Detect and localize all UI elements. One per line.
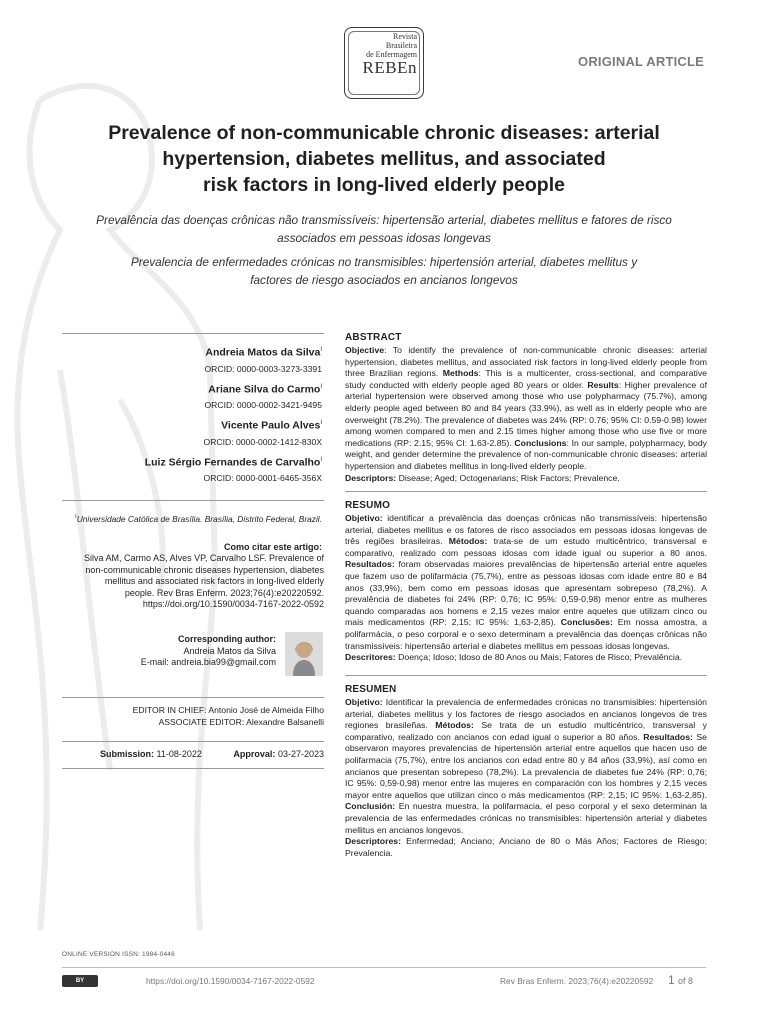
divider — [62, 741, 324, 742]
associate-editor: ASSOCIATE EDITOR: Alexandre Balsanelli — [158, 717, 324, 727]
cc-license-badge[interactable] — [62, 975, 98, 987]
citation-line: Silva AM, Carmo AS, Alves VP, Carvalho LSF. Prevalence of — [84, 553, 324, 563]
footer-divider — [62, 967, 706, 968]
article-type: ORIGINAL ARTICLE — [578, 54, 704, 69]
author-name: Andreia Matos da Silva$^I$ — [205, 346, 322, 359]
title-line: hypertension, diabetes mellitus, and associated — [162, 148, 606, 170]
author-list — [62, 344, 322, 484]
citation-doi-link[interactable]: https://doi.org/10.1590/0034-7167-2022-0592 — [142, 599, 324, 610]
title-line: risk factors in long-lived elderly people — [203, 174, 565, 196]
author-orcid[interactable]: ORCID: 0000-0002-1412-830X — [203, 436, 322, 447]
logo-line: de Enfermagem — [366, 50, 417, 59]
abstract-portuguese — [345, 500, 707, 664]
author-orcid[interactable]: ORCID: 0000-0002-3421-9495 — [204, 400, 322, 410]
abstract-body: Objetivo: Identificar la prevalencia de enfermedades crónicas no transmisibles: hipertensión arterial, diabetes mellitus y los factores de riesgo asociados en ancianos longevos de tres regiones brasileñas. Métodos: Se trata de un estudio multicéntrico, transversal y comparativo, realizado con ancianos con edad igual o superior a 80 años. Resultados: Se observaron mayores prevalencias de hipertensión arterial entre aquellos que hacen uso de polifarmacia (75,7%), entre los ancianos con edad entre 80 y 84 años (33,9%), así como en ancianos que presentan sobrepeso (78,2%). La prevalencia de diabetes fue 24% (RP: 0,76; IC 95%: 0,59-0,98) menor entre las mujeres en comparación con los hombres y 2,15 veces mayor entre aquellos que utilizan cinco o más medicamentos (RP: 2,15; IC 95%: 1,63-2,85). Conclusión: En nuestra muestra, la polifarmacia, el peso corporal y el sexo determinan la prevalencia de las enfermedades crónicas no transmisibles: hipertensión arterial y diabetes mellitus en ancianos longevos. — [345, 697, 707, 835]
subtitle-portuguese — [72, 211, 696, 247]
corresponding-author — [62, 634, 276, 669]
page-number: 1 of 8 — [668, 973, 694, 987]
affiliation: $^I$Universidade Católica de Brasília. Brasília, Distrito Federal, Brazil. — [75, 513, 322, 524]
abstract-heading: RESUMO — [345, 500, 391, 511]
corresponding-email[interactable]: E-mail: andreia.bia99@gmail.com — [140, 657, 276, 668]
footer-doi-link[interactable]: https://doi.org/10.1590/0034-7167-2022-0592 — [146, 976, 315, 986]
abstract-heading: ABSTRACT — [345, 332, 402, 343]
logo-acronym: REBEn — [362, 58, 417, 77]
subtitle-line: Prevalência das doenças crônicas não transmissíveis: hipertensão arterial, diabetes mellitus e fatores de risco — [96, 213, 672, 227]
divider — [62, 500, 324, 501]
article-title — [90, 120, 678, 198]
divider — [345, 675, 707, 676]
divider — [62, 768, 324, 769]
divider — [62, 697, 324, 698]
abstract-spanish — [345, 684, 707, 859]
subtitle-line: Prevalencia de enfermedades crónicas no transmisibles: hipertensión arterial, diabetes mellitus y — [130, 255, 638, 269]
citation-heading: Como citar este artigo: — [223, 542, 322, 552]
submission-date: Submission: 11-08-2022 — [100, 749, 202, 759]
subtitle-line: associados em pessoas idosas longevas — [277, 231, 491, 245]
abstract-body: Objetivo: identificar a prevalência das doenças crônicas não transmissíveis: hipertensão arterial, diabetes mellitus e os fatores de risco associados em pessoas idosas longevas de três regiões brasileiras. Métodos: trata-se de um estudo multicêntrico, transversal e comparativo, realizado com pessoas idosas com idade igual ou superior a 80 anos. Resultados: foram observadas maiores prevalências de hipertensão arterial entre aqueles que fazem uso de polifarmácia (75,7%), entre as pessoas idosas com idade entre 80 e 84 anos (33,9%), bem como em pessoas idosas que apresentam sobrepeso (78,2%). A prevalência de diabetes foi 24% (RP: 0,76; IC 95%: 0,59-0,98) menor entre as mulheres quando comparadas aos homens e 2,15 vezes maior entre aqueles que utilizam cinco ou mais medicamentos (RP: 2,15; IC 95%: 1,63-2,85). Conclusões: Em nossa amostra, a polifarmácia, o peso corporal e o sexo determinam a prevalência das doenças crônicas não transmissíveis: hipertensão arterial e diabetes mellitus em pessoas idosas longevas. — [345, 513, 707, 651]
editors — [62, 704, 324, 728]
corresponding-name: Andreia Matos da Silva — [183, 645, 276, 656]
author-orcid[interactable]: ORCID: 0000-0003-3273-3391 — [204, 363, 322, 374]
citation-line: people. Rev Bras Enferm. 2023;76(4):e20220592. — [124, 587, 324, 598]
journal-logo — [344, 27, 424, 99]
subtitle-line: factores de riesgo asociados en ancianos longevos — [250, 273, 518, 287]
divider — [62, 333, 324, 334]
cc-license-label: BY — [75, 978, 85, 984]
abstract-descriptors: Descritores: Doença; Idoso; Idoso de 80 Anos ou Mais; Fatores de Risco; Prevalência. — [345, 652, 683, 663]
approval-date: Approval: 03-27-2023 — [233, 749, 324, 759]
watermark-figure — [0, 70, 230, 950]
citation-text — [62, 553, 324, 611]
author-photo — [285, 632, 323, 676]
logo-line: Brasileira — [385, 41, 417, 50]
subtitle-spanish — [72, 253, 696, 289]
title-line: Prevalence of non-communicable chronic diseases: arterial — [108, 122, 660, 144]
author-name: Ariane Silva do Carmo$^I$ — [208, 383, 322, 395]
abstract-english — [345, 332, 707, 484]
logo-line: Revista — [393, 32, 417, 41]
abstract-body: Objective: To identify the prevalence of non-communicable chronic diseases: arterial hypertension, diabetes mellitus, and associated risk factors in long-lived elderly people from three Brazilian regions. Methods: This is a multicenter, cross-sectional, and comparative study conducted with elderly people aged 80 years or older. Results: Higher prevalence of arterial hypertension were observed among those who use polypharmacy (75.7%), among elderly people aged between 80 and 84 years (33.9%), as well as in elderly people who are overweight (78.2%). The prevalence of diabetes was 24% (RP: 0.76; 95% CI: 0.59-0.98) lower among women compared to men and 2.15 times higher among those who use five or more medications (RP: 2.15; 95% CI: 1.63-2.85). Conclusions: In our sample, polypharmacy, body weight, and gender determine the prevalence of non-communicable chronic diseases: arterial hypertension and diabetes mellitus in long-lived elderly people. — [345, 345, 708, 471]
citation-line: non-communicable chronic diseases hypertension, diabetes — [85, 564, 324, 575]
author-name: Luiz Sérgio Fernandes de Carvalho$^I$ — [144, 456, 322, 468]
issn: ONLINE VERSION ISSN: 1984-0446 — [62, 951, 175, 958]
abstract-descriptors: Descriptores: Enfermedad; Anciano; Anciano de 80 o Más Años; Factores de Riesgo; Prevalencia. — [345, 836, 707, 858]
abstract-descriptors: Descriptors: Disease; Aged; Octogenarians; Risk Factors; Prevalence. — [345, 472, 620, 483]
editor-in-chief: EDITOR IN CHIEF: Antonio José de Almeida Filho — [132, 705, 324, 715]
corresponding-heading: Corresponding author: — [178, 634, 276, 644]
abstract-heading: RESUMEN — [345, 684, 397, 695]
divider — [345, 491, 707, 492]
citation-line: mellitus and associated risk factors in long-lived elderly — [104, 576, 324, 587]
author-orcid[interactable]: ORCID: 0000-0001-6465-356X — [203, 473, 322, 483]
footer-journal-ref: Rev Bras Enferm. 2023;76(4):e20220592 — [500, 976, 654, 986]
author-name: Vicente Paulo Alves$^I$ — [221, 419, 322, 432]
